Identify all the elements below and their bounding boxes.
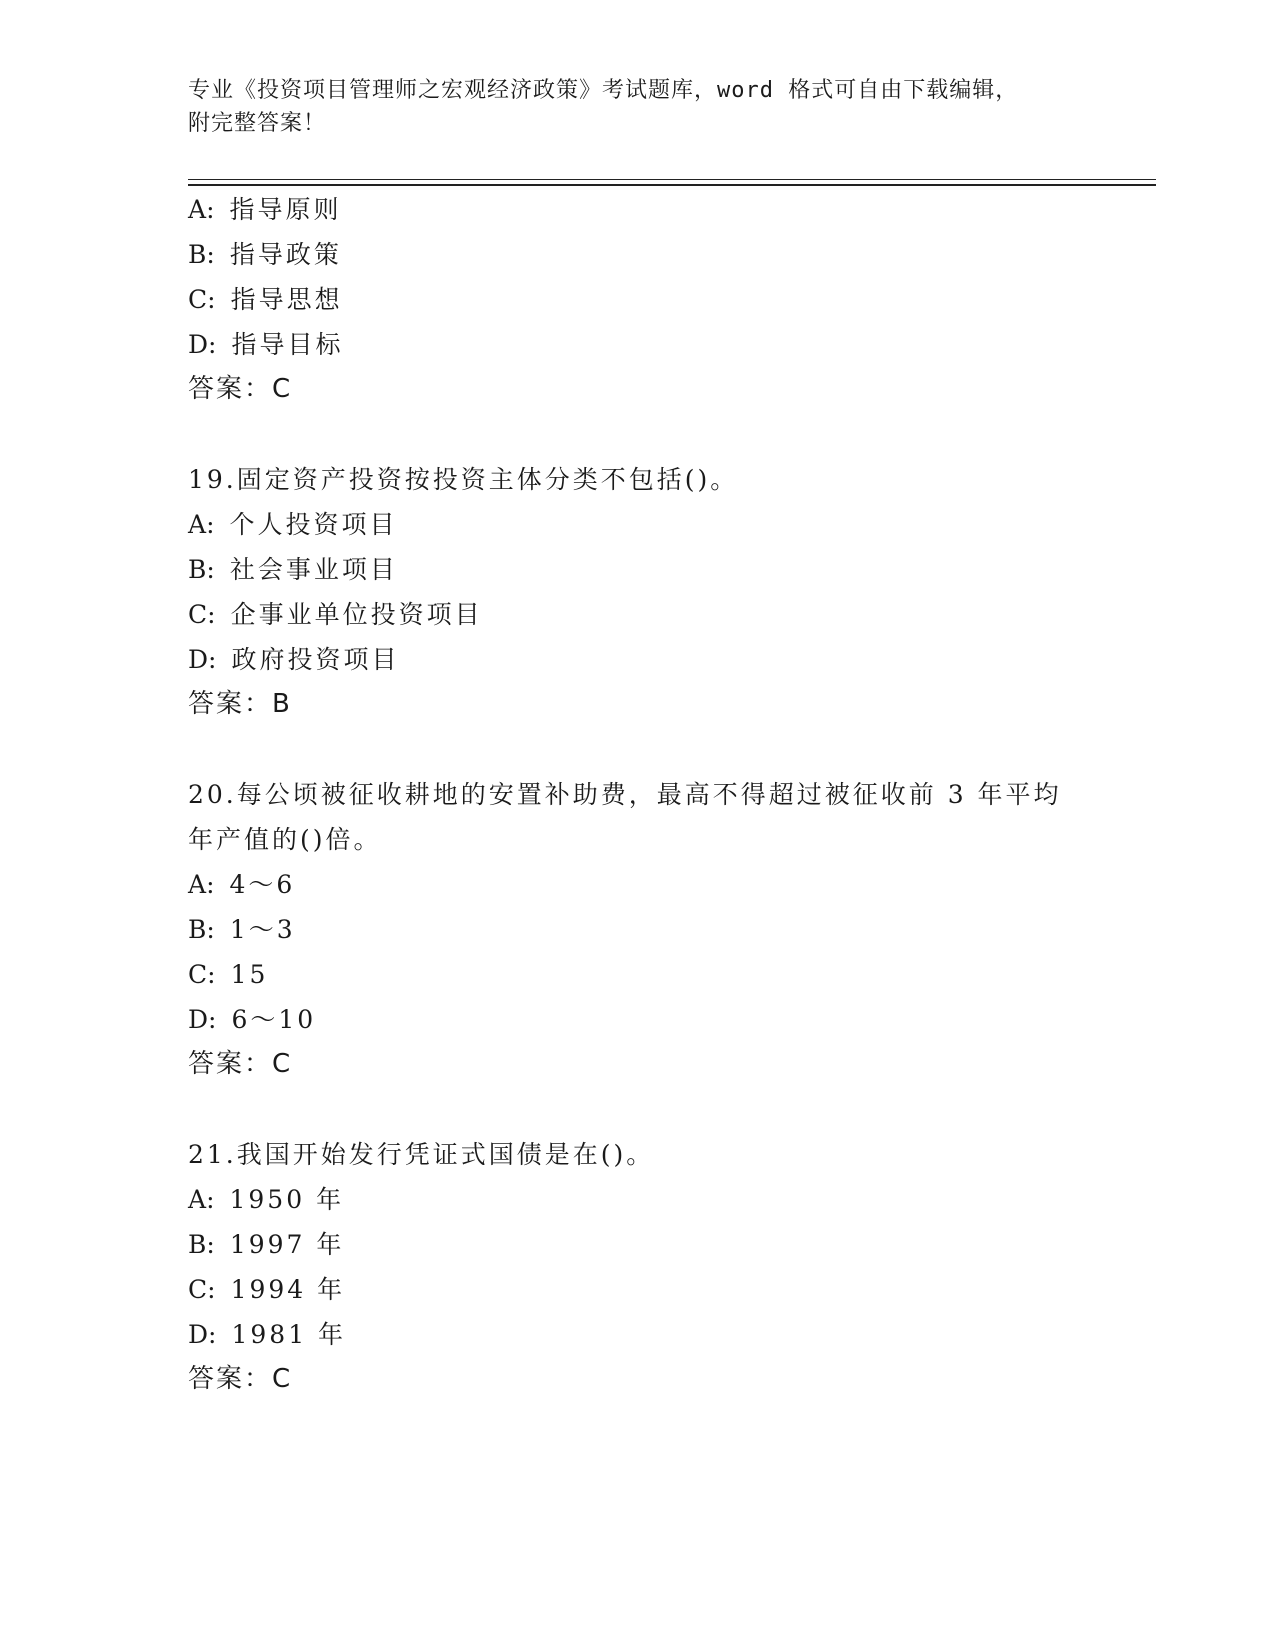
- q20-question-line-1: 20.每公顷被征收耕地的安置补助费，最高不得超过被征收前 3 年平均: [188, 780, 1062, 809]
- q19-option-d: D: 政府投资项目: [188, 645, 400, 674]
- q18-option-d: D: 指导目标: [188, 330, 344, 359]
- q19-answer: 答案：B: [188, 689, 292, 719]
- q20-option-b: B: 1～3: [188, 915, 296, 944]
- q20-question-line-2: 年产值的()倍。: [188, 825, 382, 854]
- document-header: [188, 74, 1088, 140]
- q20-answer: 答案：C: [188, 1049, 293, 1079]
- q18-option-c: C: 指导思想: [188, 285, 343, 314]
- q18-answer: 答案：C: [188, 374, 293, 404]
- q21-question: 21.我国开始发行凭证式国债是在()。: [188, 1140, 655, 1169]
- q21-option-d: D: 1981 年: [188, 1320, 347, 1349]
- q19-option-a: A: 个人投资项目: [188, 510, 398, 539]
- header-line-2: 附完整答案！: [188, 111, 327, 136]
- header-divider-thick: [188, 184, 1156, 186]
- q21-option-c: C: 1994 年: [188, 1275, 346, 1304]
- q21-option-a: A: 1950 年: [188, 1185, 345, 1214]
- header-divider-thin: [188, 179, 1156, 180]
- q20-option-a: A: 4～6: [188, 870, 296, 899]
- q18-option-b: B: 指导政策: [188, 240, 342, 269]
- q19-option-c: C: 企事业单位投资项目: [188, 600, 483, 629]
- header-line-1: 专业《投资项目管理师之宏观经济政策》考试题库，word 格式可自由下载编辑，: [188, 78, 1019, 103]
- q20-option-d: D: 6～10: [188, 1005, 317, 1034]
- q19-question: 19.固定资产投资按投资主体分类不包括()。: [188, 465, 739, 494]
- q18-option-a: A: 指导原则: [188, 195, 342, 224]
- q20-option-c: C: 15: [188, 960, 269, 989]
- q19-option-b: B: 社会事业项目: [188, 555, 398, 584]
- q21-option-b: B: 1997 年: [188, 1230, 345, 1259]
- q21-answer: 答案：C: [188, 1364, 293, 1394]
